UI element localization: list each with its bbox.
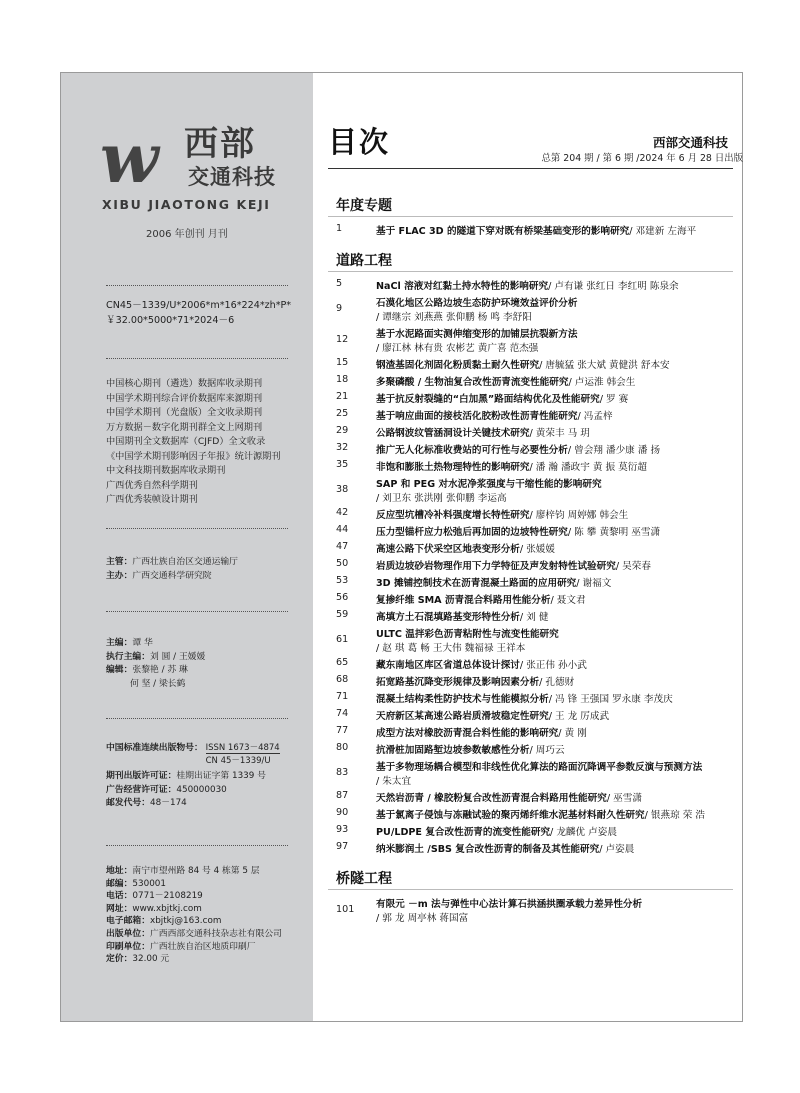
- meta-row: [106, 928, 282, 941]
- toc-entry[interactable]: [328, 391, 733, 408]
- article-line: [376, 541, 555, 555]
- toc-entry[interactable]: [328, 575, 733, 592]
- article-title: NaCl 溶液对红黏土持水特性的影响研究: [376, 281, 549, 292]
- toc-entry[interactable]: [328, 357, 733, 374]
- article-authors: / 孔德财: [539, 677, 575, 688]
- page-number: 44: [336, 524, 349, 535]
- article-line: [376, 708, 609, 722]
- article-authors: / 卢姿晨: [599, 844, 635, 855]
- section-rule: [328, 271, 733, 272]
- article-line: [376, 657, 587, 671]
- article-line: [376, 507, 628, 521]
- article-authors: / 刘 健: [519, 612, 549, 623]
- article-title: 反应型坑槽冷补料强度增长特性研究: [376, 510, 530, 521]
- code-line: CN45－1339/U*2006*m*16*224*zh*P*: [106, 300, 292, 311]
- toc-entry[interactable]: [328, 896, 733, 926]
- header-rule: [328, 168, 733, 169]
- article-title: 高速公路下伏采空区地表变形分析: [376, 544, 520, 555]
- article-title: 岩质边坡砂岩物理作用下力学特征及声发射特性试验研究: [376, 561, 616, 572]
- page-number: 29: [336, 425, 349, 436]
- article-authors: / 聂文君: [550, 595, 586, 606]
- meta-row: [106, 941, 282, 954]
- article-title: 复掺纤维 SMA 沥青混合料路用性能分析: [376, 595, 551, 606]
- page-number: 101: [336, 904, 355, 915]
- section-heading: 年度专题: [336, 198, 392, 214]
- page-number: 18: [336, 374, 349, 385]
- page-number: 87: [336, 790, 349, 801]
- divider: [106, 358, 288, 359]
- page-number: 9: [336, 303, 343, 314]
- article-authors: / 曾会翔 潘少康 潘 扬: [567, 445, 661, 456]
- cn-number: CN 45－1339/U: [205, 756, 271, 766]
- page-number: 32: [336, 442, 349, 453]
- meta-label: 执行主编：: [106, 651, 150, 662]
- page-number: 93: [336, 824, 349, 835]
- toc-entry[interactable]: [328, 295, 733, 325]
- meta-value: 广西西部交通科技杂志社有限公司: [150, 928, 282, 939]
- toc-entry[interactable]: [328, 459, 733, 476]
- database-item: 中国期刊全文数据库（CJFD）全文收录: [106, 436, 266, 447]
- toc-entry[interactable]: [328, 807, 733, 824]
- meta-row: [106, 797, 266, 811]
- divider: [106, 528, 288, 529]
- article-line: [376, 391, 628, 405]
- article-title: 天府新区某高速公路岩质滑坡稳定性研究: [376, 711, 549, 722]
- toc-entry[interactable]: [328, 326, 733, 356]
- section-rule: [328, 216, 733, 217]
- meta-value: 广西壮族自治区地质印刷厂: [150, 941, 256, 952]
- meta-label: 邮发代号：: [106, 798, 150, 808]
- article-authors: / 张正伟 孙小武: [519, 660, 587, 671]
- article-title: 3D 摊铺控制技术在沥青混凝土路面的应用研究: [376, 578, 577, 589]
- article-authors-line: [376, 490, 507, 504]
- editor-block: [106, 637, 205, 691]
- section-rule: [328, 889, 733, 890]
- logo-w-mark: w: [100, 119, 159, 199]
- meta-label: 出版单位：: [106, 928, 150, 939]
- meta-value: 48－174: [150, 798, 187, 808]
- issn-block: [106, 742, 280, 768]
- meta-value: 何 坚 / 梁长鹤: [130, 678, 186, 689]
- page-number: 15: [336, 357, 349, 368]
- license-block: [106, 770, 266, 811]
- article-authors: / 朱太宜: [376, 776, 412, 787]
- page-number: 65: [336, 657, 349, 668]
- toc-entry[interactable]: [328, 476, 733, 506]
- toc-entry[interactable]: [328, 374, 733, 391]
- article-authors: / 郭 龙 周亭林 蒋国富: [376, 913, 469, 924]
- article-authors: / 黄荣丰 马 玥: [529, 428, 590, 439]
- toc-entry[interactable]: [328, 609, 733, 626]
- page-number: 35: [336, 459, 349, 470]
- article-authors: / 潘 瀚 潘政宇 黄 振 莫衍超: [529, 462, 647, 473]
- article-title: 基于 FLAC 3D 的隧道下穿对既有桥梁基础变形的影响研究: [376, 226, 630, 237]
- database-item: 中国核心期刊（遴选）数据库收录期刊: [106, 378, 263, 389]
- toc-entry[interactable]: [328, 592, 733, 609]
- article-title: 混凝土结构柔性防护技术与性能模拟分析: [376, 694, 549, 705]
- meta-label: 期刊出版许可证：: [106, 771, 177, 781]
- article-line: [376, 408, 613, 422]
- article-authors-line: [376, 309, 532, 323]
- article-line: [376, 725, 587, 739]
- meta-row: [106, 865, 282, 878]
- database-item: 中国学术期刊（光盘版）全文收录期刊: [106, 407, 263, 418]
- page-number: 56: [336, 592, 349, 603]
- article-line: [376, 278, 679, 292]
- meta-row: [106, 915, 282, 928]
- meta-value: 530001: [132, 878, 166, 889]
- article-line: [376, 295, 577, 309]
- code-line: ￥32.00*5000*71*2024－6: [106, 314, 235, 326]
- journal-name: 西部交通科技: [652, 135, 728, 150]
- article-authors: / 巫雪潇: [606, 793, 642, 804]
- toc-entry[interactable]: [328, 691, 733, 708]
- meta-label: 电话：: [106, 891, 133, 902]
- meta-row: [106, 784, 266, 798]
- meta-row: [106, 570, 238, 584]
- divider: [106, 845, 288, 846]
- article-title: 多聚磷酸 / 生物油复合改性沥青流变性能研究: [376, 377, 569, 388]
- database-list: [106, 377, 281, 508]
- article-title: 抗滑桩加固路堑边坡参数敏感性分析: [376, 745, 530, 756]
- toc-entry[interactable]: [328, 790, 733, 807]
- article-line: [376, 524, 660, 538]
- meta-value: 广西交通科学研究院: [132, 570, 212, 581]
- meta-value: 32.00 元: [132, 954, 170, 965]
- page-number: 61: [336, 634, 349, 645]
- toc-entry[interactable]: [328, 408, 733, 425]
- article-line: [376, 425, 590, 439]
- meta-row: [106, 903, 282, 916]
- meta-value: xbjtkj@163.com: [150, 916, 222, 927]
- meta-label: 编辑：: [106, 665, 133, 675]
- logo-chinese-line1: 西部: [184, 124, 256, 164]
- article-title: 纳米膨润土 /SBS 复合改性沥青的制备及其性能研究: [376, 844, 600, 855]
- meta-label: 主编：: [106, 638, 133, 648]
- page-number: 47: [336, 541, 349, 552]
- meta-value: 谭 华: [132, 638, 153, 648]
- article-authors: / 罗 赛: [599, 394, 629, 405]
- article-line: [376, 609, 548, 623]
- issn-box: [206, 742, 280, 768]
- issn-label: 中国标准连续出版物号：: [106, 743, 203, 753]
- article-authors: / 龙麟优 卢姿晨: [550, 827, 617, 838]
- sponsor-block: [106, 556, 238, 583]
- article-title: 天然岩沥青 / 橡胶粉复合改性沥青混合料路用性能研究: [376, 793, 607, 804]
- toc-entry[interactable]: [328, 759, 733, 789]
- article-authors: / 周巧云: [529, 745, 565, 756]
- article-authors: / 张媛媛: [519, 544, 555, 555]
- article-authors: / 卢运淮 韩会生: [568, 377, 636, 388]
- article-authors: / 唐毓猛 张大斌 黄健洪 舒本安: [539, 360, 670, 371]
- article-authors: / 谭继宗 刘燕燕 张仰鹏 杨 鸣 李舒阳: [376, 312, 532, 323]
- article-authors: / 邓建新 左海平: [629, 226, 697, 237]
- logo-english-name: XIBU JIAOTONG KEJI: [102, 197, 271, 212]
- article-line: [376, 896, 642, 910]
- database-item: 中国学术期刊综合评价数据库来源期刊: [106, 392, 263, 404]
- meta-value: 0771－2108219: [132, 891, 203, 902]
- meta-label: 地址：: [106, 866, 133, 876]
- article-line: [376, 841, 634, 855]
- logo-chinese-line2: 交通科技: [188, 165, 276, 189]
- issue-info: 总第 204 期 / 第 6 期 /2024 年 6 月 28 日出版: [541, 153, 743, 164]
- toc-entry[interactable]: [328, 708, 733, 725]
- divider: [106, 611, 288, 612]
- article-authors: / 银燕琼 荣 浩: [644, 810, 705, 821]
- article-authors: / 谢福文: [576, 578, 612, 589]
- article-title: 有限元 －m 法与弹性中心法计算石拱涵拱圈承载力差异性分析: [376, 899, 643, 910]
- article-line: [376, 742, 565, 756]
- article-authors: / 黄 刚: [558, 728, 587, 739]
- toc-entry[interactable]: [328, 223, 733, 240]
- article-authors-line: [376, 910, 468, 924]
- article-title: 基于水泥路面实测伸缩变形的加铺层抗裂新方法: [376, 329, 578, 340]
- toc-entry[interactable]: [328, 524, 733, 541]
- page-number: 83: [336, 767, 349, 778]
- publication-codes: [106, 299, 291, 328]
- toc-entry[interactable]: [328, 841, 733, 858]
- article-line: [376, 759, 702, 773]
- meta-value: 450000030: [176, 784, 227, 795]
- page-number: 21: [336, 391, 349, 402]
- article-line: [376, 558, 651, 572]
- article-authors: / 廖江林 林有贵 农彬艺 黄广喜 范杰强: [376, 343, 539, 354]
- article-title: SAP 和 PEG 对水泥净浆强度与干缩性能的影响研究: [376, 479, 602, 490]
- article-title: 基于多物理场耦合模型和非线性优化算法的路面沉降调平参数反演与预测方法: [376, 762, 703, 773]
- meta-row: [106, 770, 266, 784]
- page-number: 5: [336, 278, 343, 289]
- toc-entry[interactable]: [328, 674, 733, 691]
- page-number: 38: [336, 484, 349, 495]
- meta-value: 刘 圆 / 王媛媛: [150, 651, 206, 662]
- journal-logo: [100, 119, 280, 220]
- article-line: [376, 674, 574, 688]
- meta-row: [106, 890, 282, 903]
- page-number: 50: [336, 558, 349, 569]
- meta-row: [106, 664, 205, 678]
- meta-value: www.xbjtkj.com: [132, 903, 202, 914]
- article-title: 钢渣基固化剂固化粉质黏土耐久性研究: [376, 360, 540, 371]
- database-item: 中文科技期刊数据库收录期刊: [106, 465, 226, 476]
- toc-entry[interactable]: [328, 278, 733, 295]
- article-title: 基于抗反射裂缝的“白加黑”路面结构优化及性能研究: [376, 394, 600, 405]
- meta-row: [106, 678, 205, 692]
- article-line: [376, 691, 673, 705]
- article-line: [376, 575, 611, 589]
- meta-row: [106, 878, 282, 891]
- toc-entry[interactable]: [328, 425, 733, 442]
- toc-entry[interactable]: [328, 442, 733, 459]
- article-title: PU/LDPE 复合改性沥青的流变性能研究: [376, 827, 551, 838]
- article-line: [376, 357, 670, 371]
- divider: [106, 285, 288, 286]
- page-number: 90: [336, 807, 349, 818]
- page-number: 1: [336, 223, 343, 234]
- article-title: 高填方土石混填路基变形特性分析: [376, 612, 520, 623]
- article-line: [376, 592, 586, 606]
- article-authors: / 冯孟梓: [577, 411, 613, 422]
- article-title: 公路钢波纹管涵洞设计关键技术研究: [376, 428, 530, 439]
- page-number: 59: [336, 609, 349, 620]
- database-item: 广西优秀装帧设计期刊: [106, 494, 198, 505]
- article-title: 非饱和膨胀土热物理特性的影响研究: [376, 462, 530, 473]
- article-line: [376, 476, 602, 490]
- meta-label: 电子邮箱：: [106, 916, 150, 927]
- toc-title: 目次: [328, 125, 391, 159]
- article-line: [376, 824, 617, 838]
- page-number: 77: [336, 725, 349, 736]
- article-authors-line: [376, 340, 538, 354]
- meta-label: 主管：: [106, 557, 133, 567]
- toc-entry[interactable]: [328, 541, 733, 558]
- toc-entry[interactable]: [328, 558, 733, 575]
- meta-value: 广西壮族自治区交通运输厅: [132, 557, 238, 567]
- issn-number: ISSN 1673－4874: [205, 743, 280, 753]
- article-authors: / 赵 琪 葛 畅 王大伟 魏福禄 王祥本: [376, 643, 526, 654]
- page-number: 42: [336, 507, 349, 518]
- article-line: [376, 626, 559, 640]
- page-number: 97: [336, 841, 349, 852]
- divider: [106, 718, 288, 719]
- article-title: 推广无人化标准收费站的可行性与必要性分析: [376, 445, 568, 456]
- meta-label: 印刷单位：: [106, 941, 150, 952]
- article-authors-line: [376, 640, 525, 654]
- meta-label: 主办：: [106, 570, 133, 581]
- article-title: ULTC 温拌彩色沥青粘附性与流变性能研究: [376, 629, 559, 640]
- toc-entry[interactable]: [328, 507, 733, 524]
- contact-block: [106, 865, 282, 966]
- article-authors: / 陈 攀 黄黎明 巫雪潇: [567, 527, 661, 538]
- meta-label: 广告经营许可证：: [106, 784, 177, 795]
- article-title: 藏东南地区库区省道总体设计探讨: [376, 660, 520, 671]
- article-line: [376, 223, 696, 237]
- database-item: 《中国学术期刊影响因子年报》统计源期刊: [106, 450, 281, 462]
- article-line: [376, 374, 635, 388]
- article-line: [376, 442, 660, 456]
- meta-label: 网址：: [106, 903, 133, 914]
- meta-row: [106, 556, 238, 570]
- meta-label: 定价：: [106, 954, 133, 965]
- meta-row: [106, 651, 205, 665]
- article-title: 压力型锚杆应力松弛后再加固的边坡特性研究: [376, 527, 568, 538]
- meta-row: [106, 953, 282, 966]
- page-number: 68: [336, 674, 349, 685]
- toc-entry[interactable]: [328, 725, 733, 742]
- toc-entry[interactable]: [328, 824, 733, 841]
- article-authors-line: [376, 773, 411, 787]
- article-authors: / 王 龙 厉成武: [548, 711, 610, 722]
- meta-value: 桂期出证字第 1339 号: [176, 771, 266, 781]
- page-number: 71: [336, 691, 349, 702]
- article-line: [376, 790, 642, 804]
- article-line: [376, 326, 577, 340]
- toc-entry[interactable]: [328, 657, 733, 674]
- article-title: 拓宽路基沉降变形规律及影响因素分析: [376, 677, 540, 688]
- article-title: 基于响应曲面的接枝活化胶粉改性沥青性能研究: [376, 411, 578, 422]
- article-authors: / 刘卫东 张洪刚 张仰鹏 李运高: [376, 493, 507, 504]
- database-item: 广西优秀自然科学期刊: [106, 479, 198, 491]
- page-number: 80: [336, 742, 349, 753]
- section-heading: 道路工程: [336, 253, 392, 269]
- meta-row: [106, 637, 205, 651]
- page-number: 25: [336, 408, 349, 419]
- article-authors: / 廖梓钧 周婷娜 韩会生: [529, 510, 629, 521]
- meta-value: 南宁市望州路 84 号 4 栋第 5 层: [132, 866, 260, 876]
- meta-value: 张黎艳 / 苏 琳: [132, 665, 188, 675]
- meta-label: 邮编：: [106, 878, 133, 889]
- article-title: 石漠化地区公路边坡生态防护环境效益评价分析: [376, 298, 578, 309]
- section-heading: 桥隧工程: [336, 871, 392, 887]
- article-title: 基于氯离子侵蚀与冻融试验的聚丙烯纤维水泥基材料耐久性研究: [376, 810, 645, 821]
- toc-entry[interactable]: [328, 626, 733, 656]
- founded-info: 2006 年创刊 月刊: [146, 229, 228, 240]
- article-line: [376, 459, 647, 473]
- page-number: 12: [336, 334, 349, 345]
- page-number: 53: [336, 575, 349, 586]
- article-authors: / 卢有谦 张红日 李红明 陈泉余: [548, 281, 679, 292]
- page-number: 74: [336, 708, 349, 719]
- article-authors: / 吴荣春: [615, 561, 651, 572]
- article-authors: / 冯 锋 王强国 罗永康 李茂庆: [548, 694, 673, 705]
- toc-entry[interactable]: [328, 742, 733, 759]
- database-item: 万方数据－数字化期刊群全文上网期刊: [106, 421, 263, 433]
- article-line: [376, 807, 705, 821]
- article-title: 成型方法对橡胶沥青混合料性能的影响研究: [376, 728, 559, 739]
